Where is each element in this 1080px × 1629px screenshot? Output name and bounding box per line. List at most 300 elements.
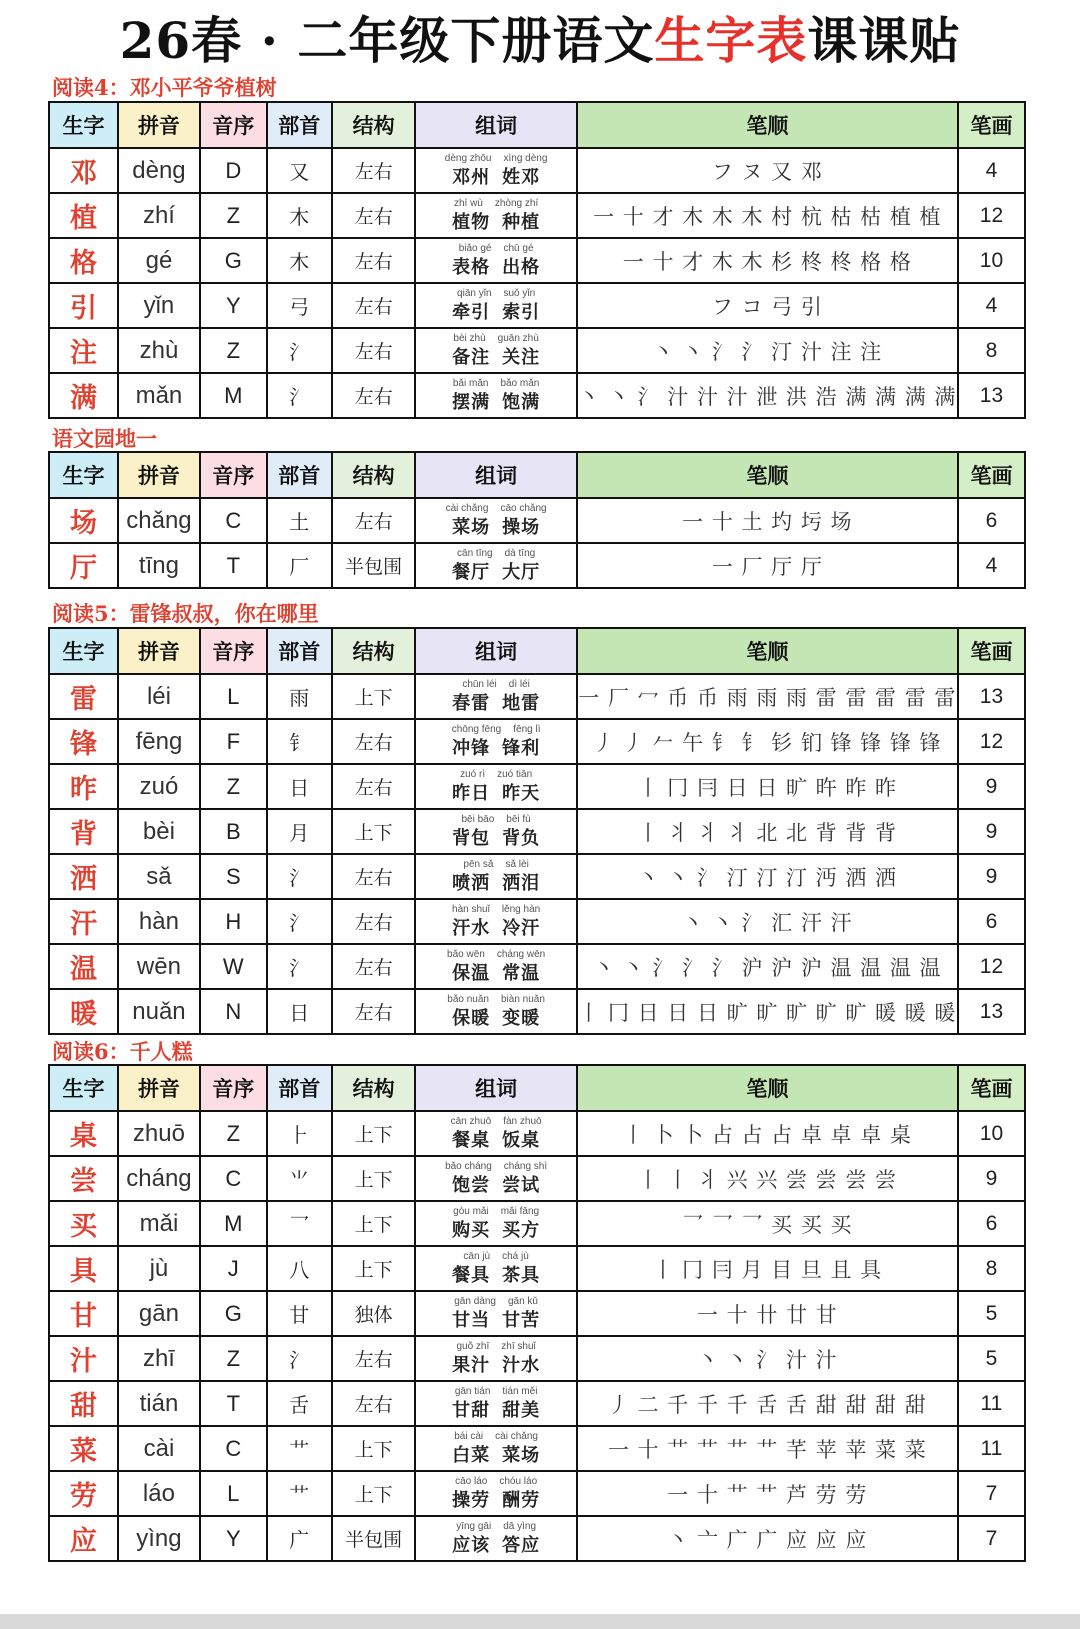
stroke-order-cell: 一 十 艹 艹 芦 劳 劳 (577, 1471, 958, 1516)
pinyin-cell: yǐn (118, 283, 200, 328)
order-cell: Y (200, 283, 267, 328)
words-text (416, 782, 575, 806)
word2: 冷汗 (502, 917, 541, 939)
structure-cell: 上下 (332, 1156, 416, 1201)
words-text (416, 1399, 575, 1423)
pinyin-cell: tīng (118, 543, 200, 588)
words-pinyin (416, 1205, 575, 1219)
words-cell (415, 899, 576, 944)
table-row (49, 328, 1025, 373)
stroke-order-cell: 丨 丬 丬 丬 北 北 背 背 背 (577, 809, 958, 854)
header-radical: 部首 (267, 628, 332, 674)
structure-cell: 左右 (332, 283, 416, 328)
word2: 大厅 (502, 561, 541, 583)
order-cell: L (200, 1471, 267, 1516)
words-text (416, 1534, 575, 1558)
stroke-order-cell: 丿 二 千 千 千 舌 舌 甜 甜 甜 甜 (577, 1381, 958, 1426)
structure-cell: 上下 (332, 1246, 416, 1291)
word2: 背负 (502, 827, 541, 849)
structure-cell: 左右 (332, 1381, 416, 1426)
word1: 餐具 (452, 1264, 491, 1286)
pinyin-cell: zhí (118, 193, 200, 238)
footer-bar (0, 1614, 1080, 1629)
pinyin-cell: tián (118, 1381, 200, 1426)
char-cell: 锋 (49, 719, 118, 764)
radical-cell: 土 (267, 498, 332, 543)
header-stroke: 笔顺 (577, 452, 958, 498)
stroke-order-cell: 丨 丨 丬 兴 兴 尝 尝 尝 尝 (577, 1156, 958, 1201)
stroke-count-cell: 11 (958, 1426, 1025, 1471)
words-pinyin (416, 287, 575, 301)
header-row (49, 102, 1025, 148)
order-cell: M (200, 1201, 267, 1246)
order-cell: L (200, 674, 267, 719)
words-cell (415, 1156, 576, 1201)
words-pinyin (416, 242, 575, 256)
stroke-count-cell: 4 (958, 148, 1025, 193)
words-cell (415, 1471, 576, 1516)
word2-pinyin: fàn zhuō (503, 1115, 542, 1127)
char-cell: 汁 (49, 1336, 118, 1381)
radical-cell: 八 (267, 1246, 332, 1291)
pinyin-cell: fēng (118, 719, 200, 764)
word2-pinyin: guān zhù (497, 332, 539, 344)
table-row (49, 809, 1025, 854)
structure-cell: 左右 (332, 498, 416, 543)
words-text (416, 256, 575, 280)
words-cell (415, 373, 576, 418)
char-cell: 买 (49, 1201, 118, 1246)
pinyin-cell: cài (118, 1426, 200, 1471)
radical-cell: 月 (267, 809, 332, 854)
stroke-order-cell: 一 十 卄 廿 甘 (577, 1291, 958, 1336)
words-text (416, 211, 575, 235)
word1: 牵引 (452, 301, 491, 323)
words-text (416, 1309, 575, 1333)
structure-cell: 上下 (332, 1111, 416, 1156)
char-cell: 甜 (49, 1381, 118, 1426)
word1-pinyin: bái cài (454, 1430, 484, 1442)
words-cell (415, 764, 576, 809)
radical-cell: ⺊ (267, 1111, 332, 1156)
words-pinyin (416, 858, 575, 872)
stroke-count-cell: 5 (958, 1291, 1025, 1336)
order-cell: F (200, 719, 267, 764)
order-cell: M (200, 373, 267, 418)
words-pinyin (416, 197, 575, 211)
structure-cell: 左右 (332, 944, 416, 989)
stroke-order-cell: 乛 乛 乛 买 买 买 (577, 1201, 958, 1246)
table-row (49, 238, 1025, 283)
word1-pinyin: gān dàng (454, 1295, 496, 1307)
words-text (416, 301, 575, 325)
word1: 甘甜 (452, 1399, 491, 1421)
word1: 冲锋 (452, 737, 491, 759)
page-title: 26春 · 二年级下册语文生字表课课贴 (119, 11, 961, 70)
words-pinyin (416, 678, 575, 692)
header-char: 生字 (49, 1065, 118, 1111)
word2: 尝试 (502, 1174, 541, 1196)
table-row (49, 1516, 1025, 1561)
header-count: 笔画 (958, 628, 1025, 674)
word1: 汗水 (452, 917, 491, 939)
word2: 饭桌 (502, 1129, 541, 1151)
char-cell: 格 (49, 238, 118, 283)
word1-pinyin: bǎo nuǎn (447, 993, 489, 1005)
word1: 春雷 (452, 692, 491, 714)
char-cell: 汗 (49, 899, 118, 944)
words-pinyin (416, 547, 575, 561)
word2: 洒泪 (502, 872, 541, 894)
header-order: 音序 (200, 452, 267, 498)
word1-pinyin: bèi zhù (453, 332, 486, 344)
word2-pinyin: suǒ yǐn (503, 287, 536, 299)
header-words: 组词 (415, 102, 576, 148)
pinyin-cell: yìng (118, 1516, 200, 1561)
word2-pinyin: zhī shuǐ (501, 1340, 536, 1352)
radical-cell: 氵 (267, 899, 332, 944)
table-row (49, 283, 1025, 328)
word1-pinyin: qiān yǐn (457, 287, 492, 299)
word2-pinyin: xìng dèng (503, 152, 548, 164)
word2-pinyin: dà tīng (504, 547, 536, 559)
pinyin-cell: cháng (118, 1156, 200, 1201)
words-pinyin (416, 948, 575, 962)
section-title: 阅读5：雷锋叔叔，你在哪里 (52, 601, 319, 626)
char-cell: 菜 (49, 1426, 118, 1471)
words-text (416, 872, 575, 896)
words-pinyin (416, 1385, 575, 1399)
stroke-count-cell: 9 (958, 809, 1025, 854)
words-cell (415, 193, 576, 238)
stroke-count-cell: 6 (958, 899, 1025, 944)
stroke-order-cell: 丶 丶 氵 汁 汁 (577, 1336, 958, 1381)
stroke-count-cell: 12 (958, 944, 1025, 989)
words-pinyin (416, 152, 575, 166)
stroke-order-cell: 丨 冂 冃 日 日 旷 旿 昨 昨 (577, 764, 958, 809)
word1: 保温 (452, 962, 491, 984)
section-title: 语文园地一 (52, 426, 157, 451)
word1: 喷洒 (452, 872, 491, 894)
word2: 甘苦 (502, 1309, 541, 1331)
table-row (49, 1111, 1025, 1156)
header-order: 音序 (200, 628, 267, 674)
word2: 出格 (502, 256, 541, 278)
header-row (49, 1065, 1025, 1111)
word1: 背包 (452, 827, 491, 849)
vocab-table (48, 451, 1026, 589)
stroke-count-cell: 10 (958, 238, 1025, 283)
stroke-count-cell: 8 (958, 1246, 1025, 1291)
pinyin-cell: zuó (118, 764, 200, 809)
pinyin-cell: hàn (118, 899, 200, 944)
pinyin-cell: láo (118, 1471, 200, 1516)
word2: 汁水 (502, 1354, 541, 1376)
pinyin-cell: chǎng (118, 498, 200, 543)
char-cell: 昨 (49, 764, 118, 809)
words-cell (415, 944, 576, 989)
words-cell (415, 989, 576, 1034)
stroke-count-cell: 4 (958, 283, 1025, 328)
pinyin-cell: zhuō (118, 1111, 200, 1156)
word2-pinyin: cài chǎng (495, 1430, 538, 1442)
table-row (49, 1471, 1025, 1516)
word1: 备注 (452, 346, 491, 368)
stroke-count-cell: 7 (958, 1516, 1025, 1561)
word2: 操场 (502, 516, 541, 538)
char-cell: 桌 (49, 1111, 118, 1156)
radical-cell: 氵 (267, 373, 332, 418)
pinyin-cell: nuǎn (118, 989, 200, 1034)
word2-pinyin: biàn nuǎn (501, 993, 545, 1005)
table-row (49, 1291, 1025, 1336)
vocab-table (48, 627, 1026, 1035)
header-stroke: 笔顺 (577, 102, 958, 148)
word1-pinyin: gān tián (454, 1385, 491, 1397)
words-pinyin (416, 1340, 575, 1354)
word1: 表格 (452, 256, 491, 278)
structure-cell: 左右 (332, 989, 416, 1034)
word2-pinyin: chá jù (502, 1250, 529, 1262)
word1-pinyin: bǎi mǎn (452, 377, 489, 389)
word1-pinyin: biǎo gé (458, 242, 492, 254)
structure-cell: 上下 (332, 1426, 416, 1471)
word1: 甘当 (452, 1309, 491, 1331)
word2: 昨天 (502, 782, 541, 804)
stroke-order-cell: 丿 丿 𠂉 午 钅 钅 钐 钔 锋 锋 锋 锋 (577, 719, 958, 764)
words-pinyin (416, 813, 575, 827)
table-row (49, 193, 1025, 238)
stroke-order-cell: 丶 丶 氵 汇 汗 汗 (577, 899, 958, 944)
words-text (416, 346, 575, 370)
structure-cell: 左右 (332, 1336, 416, 1381)
word2: 答应 (502, 1534, 541, 1556)
word2: 茶具 (502, 1264, 541, 1286)
header-pinyin: 拼音 (118, 1065, 200, 1111)
structure-cell: 左右 (332, 373, 416, 418)
words-pinyin (416, 1430, 575, 1444)
word2: 买方 (502, 1219, 541, 1241)
structure-cell: 半包围 (332, 1516, 416, 1561)
structure-cell: 左右 (332, 899, 416, 944)
word1-pinyin: yīng gāi (456, 1520, 492, 1532)
word2-pinyin: sǎ lèi (505, 858, 529, 870)
header-words: 组词 (415, 1065, 576, 1111)
char-cell: 厅 (49, 543, 118, 588)
table-row (49, 1156, 1025, 1201)
stroke-count-cell: 8 (958, 328, 1025, 373)
word1-pinyin: cāo láo (455, 1475, 488, 1487)
word1: 邓州 (452, 166, 491, 188)
structure-cell: 上下 (332, 674, 416, 719)
words-text (416, 962, 575, 986)
radical-cell: 艹 (267, 1426, 332, 1471)
pinyin-cell: zhī (118, 1336, 200, 1381)
radical-cell: 雨 (267, 674, 332, 719)
radical-cell: 氵 (267, 944, 332, 989)
header-char: 生字 (49, 102, 118, 148)
words-pinyin (416, 723, 575, 737)
word2: 关注 (502, 346, 541, 368)
radical-cell: 广 (267, 1516, 332, 1561)
char-cell: 满 (49, 373, 118, 418)
order-cell: S (200, 854, 267, 899)
words-cell (415, 854, 576, 899)
stroke-order-cell: 一 厂 厅 厅 (577, 543, 958, 588)
table-row (49, 1336, 1025, 1381)
table-row (49, 373, 1025, 418)
stroke-count-cell: 13 (958, 373, 1025, 418)
word2: 变暖 (502, 1007, 541, 1029)
order-cell: T (200, 543, 267, 588)
words-pinyin (416, 1520, 575, 1534)
table-row (49, 1426, 1025, 1471)
words-text (416, 1354, 575, 1378)
order-cell: Z (200, 1336, 267, 1381)
words-cell (415, 1426, 576, 1471)
stroke-order-cell: 丶 丶 氵 氵 氵 沪 沪 沪 温 温 温 温 (577, 944, 958, 989)
word2: 酬劳 (502, 1489, 541, 1511)
word2: 常温 (502, 962, 541, 984)
word2-pinyin: lěng hàn (501, 903, 541, 915)
words-text (416, 561, 575, 585)
words-text (416, 1264, 575, 1288)
table-row (49, 1201, 1025, 1246)
header-order: 音序 (200, 1065, 267, 1111)
stroke-count-cell: 6 (958, 498, 1025, 543)
stroke-count-cell: 13 (958, 989, 1025, 1034)
word1: 白菜 (452, 1444, 491, 1466)
structure-cell: 左右 (332, 854, 416, 899)
words-text (416, 1444, 575, 1468)
structure-cell: 上下 (332, 1471, 416, 1516)
words-cell (415, 719, 576, 764)
order-cell: Z (200, 1111, 267, 1156)
word2: 索引 (502, 301, 541, 323)
radical-cell: 舌 (267, 1381, 332, 1426)
words-text (416, 917, 575, 941)
word2-pinyin: chóu láo (499, 1475, 538, 1487)
word1: 操劳 (452, 1489, 491, 1511)
structure-cell: 左右 (332, 328, 416, 373)
char-cell: 具 (49, 1246, 118, 1291)
pinyin-cell: bèi (118, 809, 200, 854)
words-cell (415, 148, 576, 193)
table-row (49, 498, 1025, 543)
word2-pinyin: zuó tiān (497, 768, 533, 780)
char-cell: 注 (49, 328, 118, 373)
vocab-table (48, 101, 1026, 419)
word2-pinyin: cāo chǎng (500, 502, 547, 514)
word2-pinyin: gān kǔ (507, 1295, 538, 1307)
stroke-order-cell: 丨 冂 日 日 日 旷 旷 旷 旷 旷 暖 暖 暖 (577, 989, 958, 1034)
words-pinyin (416, 903, 575, 917)
word1: 应该 (452, 1534, 491, 1556)
word1-pinyin: dèng zhōu (444, 152, 492, 164)
words-text (416, 692, 575, 716)
stroke-order-cell: 一 厂 冖 币 币 雨 雨 雨 雷 雷 雷 雷 雷 (577, 674, 958, 719)
stroke-count-cell: 11 (958, 1381, 1025, 1426)
radical-cell: 弓 (267, 283, 332, 328)
word2: 甜美 (502, 1399, 541, 1421)
stroke-order-cell: 丶 亠 广 广 应 应 应 (577, 1516, 958, 1561)
char-cell: 背 (49, 809, 118, 854)
word2-pinyin: chū gé (503, 242, 534, 254)
words-pinyin (416, 502, 575, 516)
header-pinyin: 拼音 (118, 102, 200, 148)
words-cell (415, 809, 576, 854)
word2-pinyin: bēi fù (506, 813, 531, 825)
word1-pinyin: pēn sǎ (463, 858, 494, 870)
words-cell (415, 238, 576, 283)
stroke-count-cell: 9 (958, 854, 1025, 899)
header-radical: 部首 (267, 452, 332, 498)
header-radical: 部首 (267, 1065, 332, 1111)
order-cell: G (200, 1291, 267, 1336)
words-pinyin (416, 377, 575, 391)
word2-pinyin: dā yìng (503, 1520, 537, 1532)
word1-pinyin: bēi bāo (461, 813, 495, 825)
stroke-order-cell: 丨 冂 冃 月 目 旦 且 具 (577, 1246, 958, 1291)
header-struct: 结构 (332, 102, 416, 148)
order-cell: Z (200, 764, 267, 809)
word1: 果汁 (452, 1354, 491, 1376)
radical-cell: 木 (267, 193, 332, 238)
word1-pinyin: bǎo cháng (445, 1160, 492, 1172)
word1: 摆满 (452, 391, 491, 413)
word1-pinyin: zuó rì (460, 768, 486, 780)
pinyin-cell: wēn (118, 944, 200, 989)
word2: 地雷 (502, 692, 541, 714)
char-cell: 雷 (49, 674, 118, 719)
table-row (49, 1246, 1025, 1291)
radical-cell: 日 (267, 764, 332, 809)
order-cell: C (200, 1156, 267, 1201)
radical-cell: 氵 (267, 854, 332, 899)
table-row (49, 854, 1025, 899)
header-char: 生字 (49, 628, 118, 674)
words-text (416, 1489, 575, 1513)
section-title: 阅读6：千人糕 (52, 1039, 193, 1064)
stroke-count-cell: 6 (958, 1201, 1025, 1246)
order-cell: Z (200, 193, 267, 238)
radical-cell: 木 (267, 238, 332, 283)
radical-cell: 日 (267, 989, 332, 1034)
char-cell: 甘 (49, 1291, 118, 1336)
word2-pinyin: cháng wēn (496, 948, 546, 960)
header-words: 组词 (415, 452, 576, 498)
radical-cell: 氵 (267, 1336, 332, 1381)
order-cell: J (200, 1246, 267, 1291)
stroke-count-cell: 10 (958, 1111, 1025, 1156)
stroke-order-cell: フ コ 弓 引 (577, 283, 958, 328)
char-cell: 洒 (49, 854, 118, 899)
table-row (49, 899, 1025, 944)
words-cell (415, 1111, 576, 1156)
word1: 保暖 (452, 1007, 491, 1029)
stroke-count-cell: 4 (958, 543, 1025, 588)
stroke-order-cell: 一 十 才 木 木 木 村 杭 枯 枯 植 植 (577, 193, 958, 238)
table-row (49, 543, 1025, 588)
order-cell: Z (200, 328, 267, 373)
stroke-count-cell: 12 (958, 193, 1025, 238)
words-pinyin (416, 993, 575, 1007)
words-pinyin (416, 332, 575, 346)
words-pinyin (416, 1250, 575, 1264)
radical-cell: 钅 (267, 719, 332, 764)
stroke-order-cell: フ ヌ 又 邓 (577, 148, 958, 193)
char-cell: 引 (49, 283, 118, 328)
